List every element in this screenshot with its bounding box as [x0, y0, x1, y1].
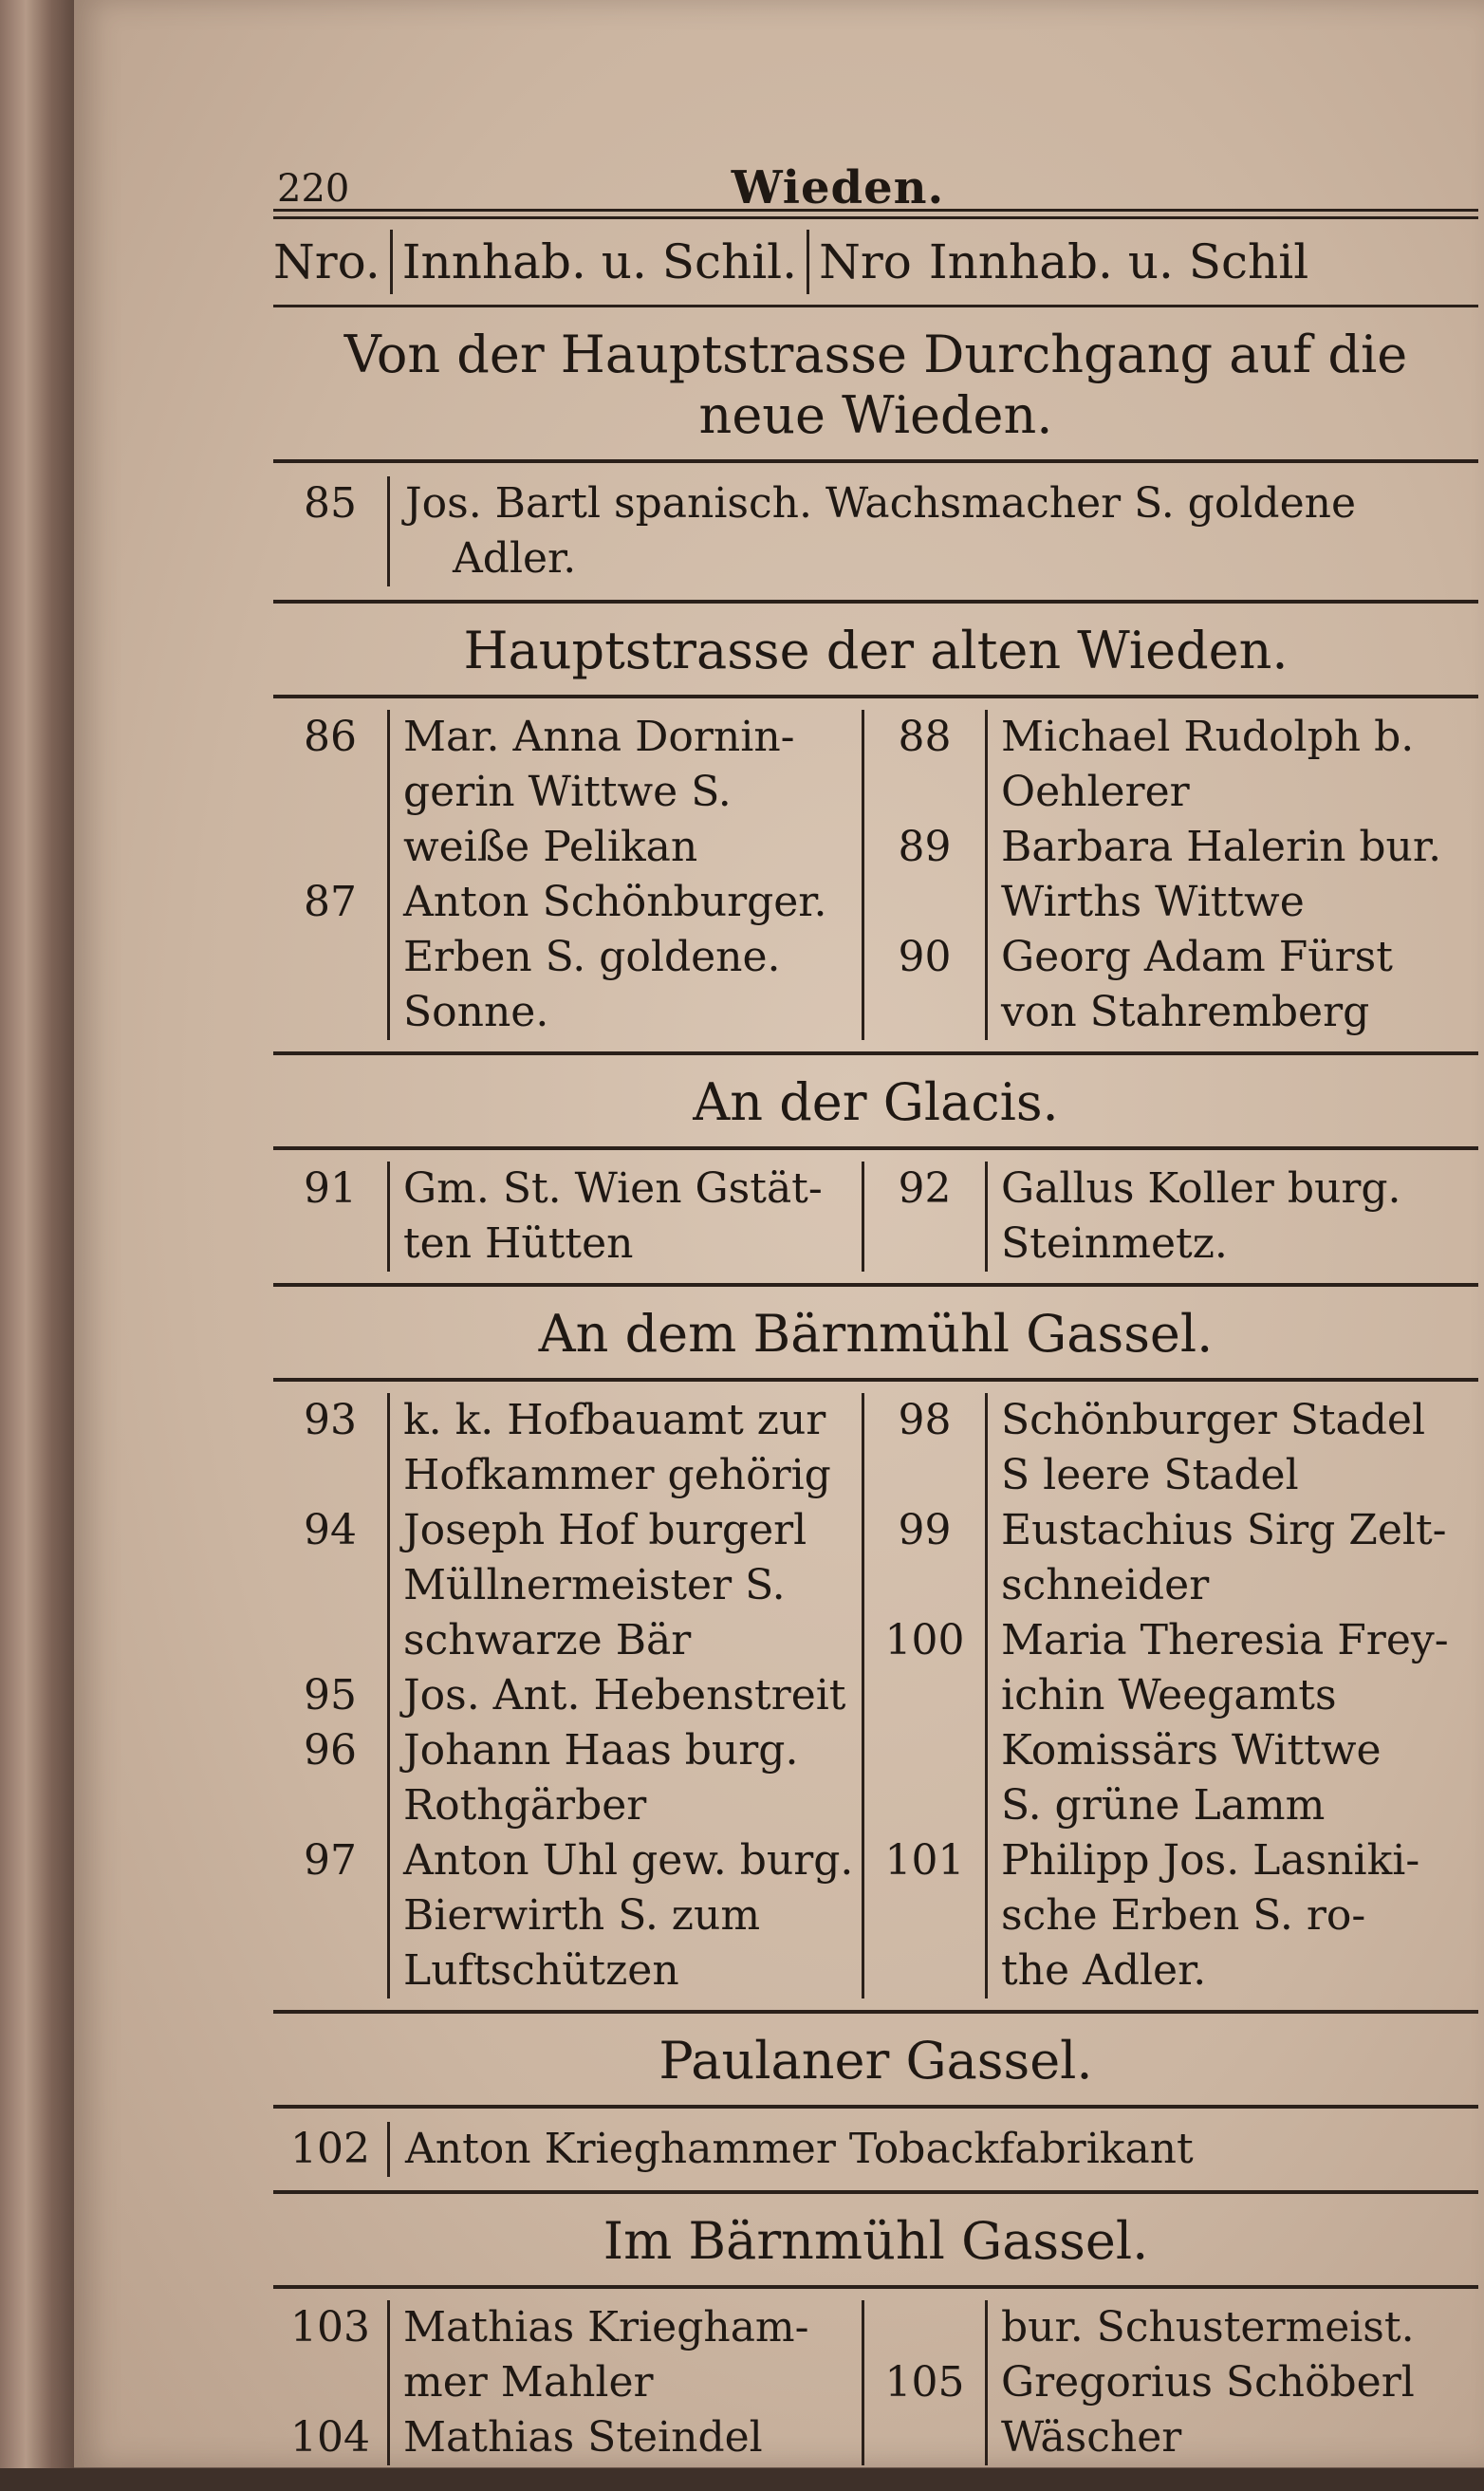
- house-number-column: 91: [304, 1164, 357, 1213]
- section-title: Paulaner Gassel.: [273, 2014, 1478, 2109]
- holder-column: Gallus Koller burg. Steinmetz.: [985, 1162, 1478, 1272]
- house-number-column: 88 89 90: [862, 710, 985, 1040]
- holder-column: Gm. St. Wien Gstät- ten Hütten: [387, 1162, 862, 1272]
- col-nro-left: Nro.: [273, 234, 380, 289]
- house-number-column: 86 87: [304, 713, 357, 926]
- holder-column: k. k. Hofbauamt zur Hofkammer gehörig Joseph Hof burgerl Müllnermeister S. schwarze Bär Jos. Ant. Hebenstreit Johann Haas burg. Rothgärber Anton Uhl gew. burg. Bierwirth S. zum Luftschützen: [387, 1393, 862, 1998]
- list-item: [273, 2109, 1478, 2194]
- holder-text: Jos. Bartl spanisch. Wachsmacher S. goldene Adler.: [405, 479, 1356, 583]
- page-number: 220: [277, 167, 350, 211]
- section-title: An dem Bärnmühl Gassel.: [273, 1287, 1478, 1382]
- house-number-column: 103 104: [290, 2303, 370, 2462]
- list-item: [273, 463, 1478, 604]
- holder-column: Mathias Kriegham- mer Mahler Mathias Steindel: [387, 2300, 862, 2465]
- section-title: Hauptstrasse der alten Wieden.: [273, 604, 1478, 698]
- book-spine: [0, 0, 74, 2491]
- page-bottom-edge: [0, 2468, 1484, 2491]
- section-title: An der Glacis.: [273, 1055, 1478, 1150]
- col-nro-right: Nro: [819, 234, 912, 289]
- table-row: [273, 1150, 1478, 1287]
- holder-column: Michael Rudolph b. Oehlerer Barbara Halerin bur. Wirths Wittwe Georg Adam Fürst von Stahremberg: [985, 710, 1478, 1040]
- house-number-column: 93 94 95 96 97: [304, 1396, 357, 1885]
- house-number: 102: [290, 2125, 370, 2173]
- col-holder-right: Innhab. u. Schil: [928, 234, 1309, 289]
- col-holder-left: Innhab. u. Schil.: [401, 234, 798, 289]
- page-header: [197, 142, 1478, 214]
- table-row: [273, 698, 1478, 1055]
- section-title: Von der Hauptstrasse Durchgang auf die neue Wieden.: [273, 307, 1478, 463]
- column-header: [273, 219, 1478, 307]
- house-number-column: 105: [862, 2300, 985, 2465]
- house-number-column: 98 99 100 101: [862, 1393, 985, 1998]
- holder-column: Schönburger Stadel S leere Stadel Eustachius Sirg Zelt- schneider Maria Theresia Frey- ichin Weegamts Komissärs Wittwe S. grüne Lamm Philipp Jos. Lasniki- sche Erben S. ro- the Adler.: [985, 1393, 1478, 1998]
- house-number: 85: [304, 479, 357, 528]
- section-title: Im Bärnmühl Gassel.: [273, 2194, 1478, 2289]
- holder-column: bur. Schustermeist. Gregorius Schöberl Wäscher: [985, 2300, 1478, 2465]
- running-head: Wieden.: [731, 161, 945, 214]
- book-page: [74, 0, 1484, 2467]
- col-separator: [390, 230, 393, 294]
- page-content: [197, 142, 1478, 2477]
- table-row: [273, 1382, 1478, 2014]
- col-separator: [807, 230, 809, 294]
- table-row: [273, 2289, 1478, 2477]
- house-number-column: 92: [862, 1162, 985, 1272]
- holder-text: Anton Krieghammer Tobackfabrikant: [405, 2125, 1194, 2173]
- holder-column: Mar. Anna Dornin- gerin Wittwe S. weiße Pelikan Anton Schönburger. Erben S. goldene. Sonne.: [387, 710, 862, 1040]
